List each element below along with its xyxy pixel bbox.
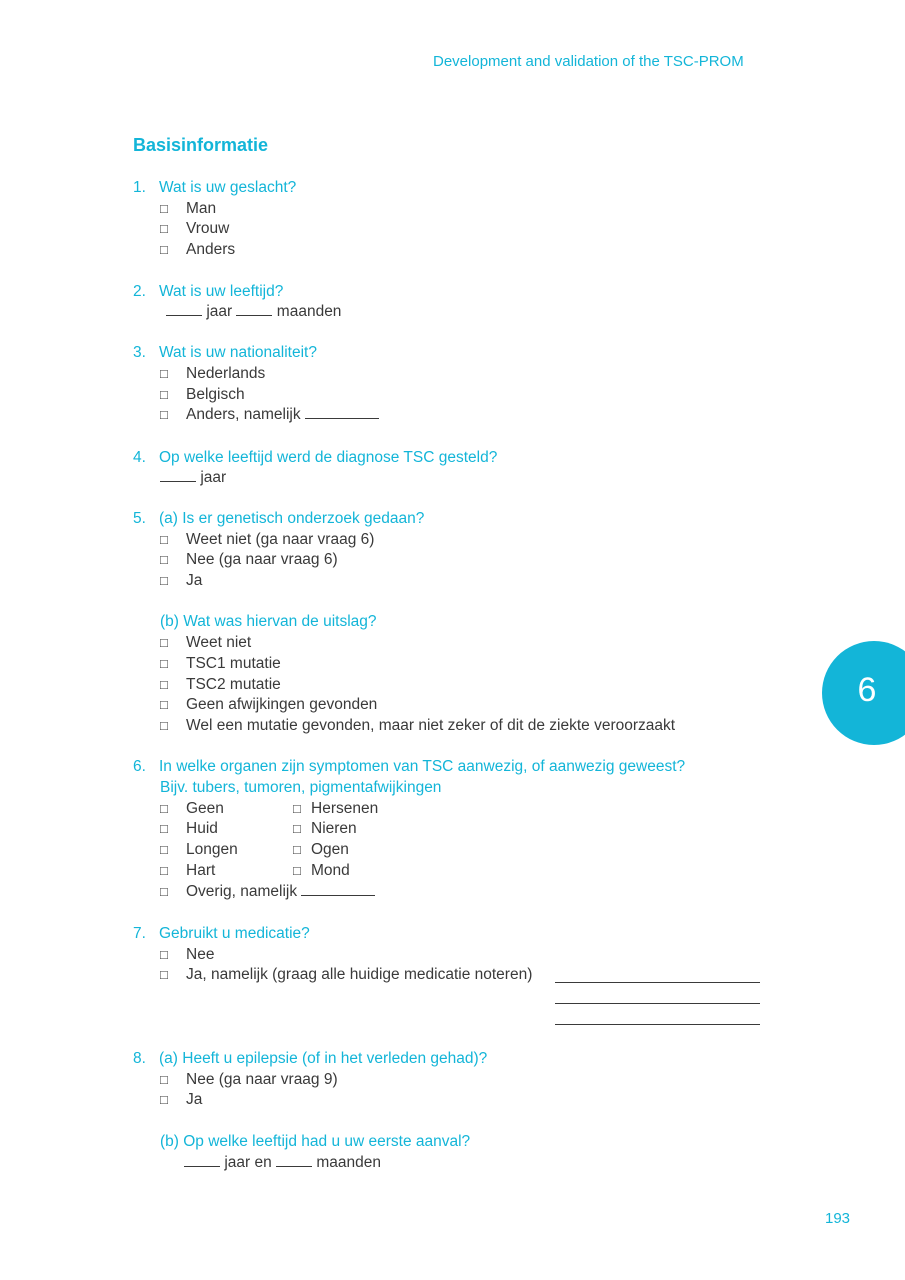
months-blank[interactable] [236,303,272,316]
option-label: Vrouw [186,220,230,237]
checkbox-icon[interactable]: □ [160,884,168,899]
question-number: 3. [133,344,146,361]
option-label: Hart [186,862,216,879]
question-text: Wat is uw nationaliteit? [159,344,317,361]
option-label: Wel een mutatie gevonden, maar niet zeker of dit de ziekte veroorzaakt [186,717,676,734]
checkbox-icon[interactable]: □ [160,656,168,671]
option-ogen[interactable] [293,841,349,859]
fill-in-blank[interactable] [305,406,379,419]
option-wel-mutatie[interactable] [160,717,675,735]
checkbox-icon[interactable]: □ [293,863,301,878]
question-number: 2. [133,283,146,300]
option-label: Ja, namelijk (graag alle huidige medicatie noteren) [186,966,533,983]
option-ja-namelijk[interactable] [160,966,532,984]
question-text: Gebruikt u medicatie? [159,925,310,942]
question-text: (a) Is er genetisch onderzoek gedaan? [159,510,425,527]
question-8b [160,1133,470,1151]
checkbox-icon[interactable]: □ [160,552,168,567]
question-number: 7. [133,925,146,942]
option-geen-afwijkingen[interactable] [160,696,377,714]
fill-in-blank[interactable] [301,883,375,896]
question-number: 6. [133,758,146,775]
unit-label: jaar [206,303,233,320]
option-label: Geen [186,800,224,817]
checkbox-icon[interactable]: □ [160,677,168,692]
checkbox-icon[interactable]: □ [160,718,168,733]
checkbox-icon[interactable]: □ [160,573,168,588]
option-label: Anders, namelijk [186,406,301,423]
checkbox-icon[interactable]: □ [160,635,168,650]
option-geen[interactable] [160,800,224,818]
section-title: Basisinformatie [133,135,269,155]
option-label: Nieren [311,820,357,837]
question-text: Op welke leeftijd werd de diagnose TSC gesteld? [159,449,498,466]
option-label: Ogen [311,841,349,858]
question-text: Wat is uw leeftijd? [159,283,284,300]
option-label: Man [186,200,217,217]
option-label: Nederlands [186,365,266,382]
option-nee[interactable] [160,551,338,569]
question-number: 1. [133,179,146,196]
option-anders[interactable] [160,241,235,259]
option-hersenen[interactable] [293,800,378,818]
option-label: Longen [186,841,238,858]
option-overig[interactable] [160,883,375,901]
option-label: Hersenen [311,800,379,817]
question-number: 8. [133,1050,146,1067]
option-weet-niet[interactable] [160,531,374,549]
checkbox-icon[interactable]: □ [160,366,168,381]
age-answer [166,303,341,321]
question-text: (b) Op welke leeftijd had u uw eerste aanval? [160,1133,471,1150]
option-tsc2[interactable] [160,676,281,694]
option-label: Weet niet (ga naar vraag 6) [186,531,375,548]
option-nee[interactable] [160,946,214,964]
months-blank[interactable] [276,1154,312,1167]
question-text: In welke organen zijn symptomen van TSC aanwezig, of aanwezig geweest? [159,758,686,775]
option-label: Belgisch [186,386,245,403]
option-huid[interactable] [160,820,218,838]
diagnosis-age-answer [160,469,226,487]
running-header: Development and validation of the TSC-PROM [433,53,744,70]
option-label: Mond [311,862,350,879]
checkbox-icon[interactable]: □ [160,947,168,962]
option-ja[interactable] [160,572,202,590]
chapter-tab [822,641,905,745]
medication-line-3[interactable] [555,1010,760,1025]
option-vrouw[interactable] [160,220,229,238]
option-label: TSC1 mutatie [186,655,281,672]
option-label: TSC2 mutatie [186,676,281,693]
option-belgisch[interactable] [160,386,245,404]
checkbox-icon[interactable]: □ [293,801,301,816]
checkbox-icon[interactable]: □ [160,1092,168,1107]
checkbox-icon[interactable]: □ [160,863,168,878]
checkbox-icon[interactable]: □ [160,532,168,547]
checkbox-icon[interactable]: □ [160,801,168,816]
years-blank[interactable] [160,469,196,482]
option-label: Nee (ga naar vraag 9) [186,1071,338,1088]
first-seizure-age-answer [184,1154,381,1172]
option-longen[interactable] [160,841,238,859]
option-label: Anders [186,241,236,258]
checkbox-icon[interactable]: □ [160,221,168,236]
unit-label: maanden [316,1154,381,1171]
chapter-number: 6 [857,671,877,709]
question-text: (a) Heeft u epilepsie (of in het verleden gehad)? [159,1050,488,1067]
years-blank[interactable] [166,303,202,316]
question-text: Wat is uw geslacht? [159,179,297,196]
unit-label: jaar [200,469,227,486]
checkbox-icon[interactable]: □ [293,821,301,836]
option-label: Weet niet [186,634,252,651]
medication-line-1[interactable] [555,968,760,983]
option-hart[interactable] [160,862,215,880]
option-nederlands[interactable] [160,365,265,383]
checkbox-icon[interactable]: □ [160,407,168,422]
option-label: Ja [186,1091,203,1108]
question-number: 4. [133,449,146,466]
option-nieren[interactable] [293,820,357,838]
option-label: Nee (ga naar vraag 6) [186,551,338,568]
checkbox-icon[interactable]: □ [160,821,168,836]
option-anders-namelijk[interactable] [160,406,379,424]
question-6-subtext: Bijv. tubers, tumoren, pigmentafwijkingen [160,779,442,796]
years-blank[interactable] [184,1154,220,1167]
option-ja[interactable] [160,1091,202,1109]
question-5b [160,613,377,631]
option-nee[interactable] [160,1071,338,1089]
checkbox-icon[interactable]: □ [160,697,168,712]
checkbox-icon[interactable]: □ [293,842,301,857]
option-weet-niet[interactable] [160,634,251,652]
question-number: 5. [133,510,146,527]
option-label: Geen afwijkingen gevonden [186,696,378,713]
checkbox-icon[interactable]: □ [160,387,168,402]
question-text: (b) Wat was hiervan de uitslag? [160,613,377,630]
option-mond[interactable] [293,862,350,880]
option-label: Nee [186,946,215,963]
checkbox-icon[interactable]: □ [160,1072,168,1087]
page-number: 193 [825,1210,851,1227]
option-label: Huid [186,820,218,837]
unit-label: jaar en [224,1154,272,1171]
checkbox-icon[interactable]: □ [160,242,168,257]
option-tsc1[interactable] [160,655,281,673]
checkbox-icon[interactable]: □ [160,842,168,857]
checkbox-icon[interactable]: □ [160,967,168,982]
option-label: Overig, namelijk [186,883,298,900]
option-man[interactable] [160,200,216,218]
unit-label: maanden [276,303,342,320]
checkbox-icon[interactable]: □ [160,201,168,216]
medication-line-2[interactable] [555,989,760,1004]
option-label: Ja [186,572,203,589]
